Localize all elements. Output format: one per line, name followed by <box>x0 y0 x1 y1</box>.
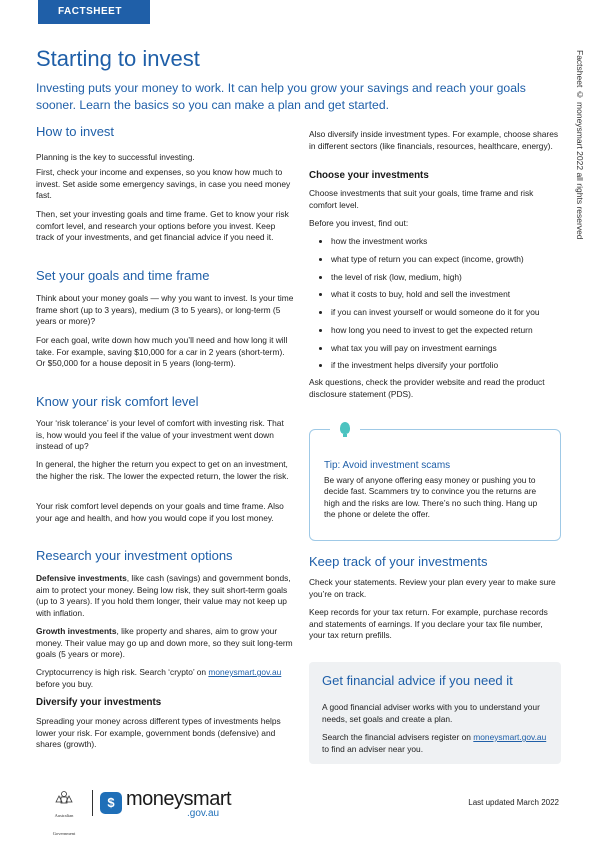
intro-paragraph: Investing puts your money to work. It can help you grow your savings and reach your goals sooner. Learn the basics so you can make a plan and get started. <box>36 81 526 112</box>
footer <box>36 788 559 836</box>
logo-name: moneysmart <box>126 788 232 810</box>
goals-p2: For each goal, write down how much you’ll need and how long it will take. For example, saving $10,000 for a car in 2 years (short-term). Or $50,000 for a house deposit in 5 years (long-term). <box>36 335 288 369</box>
growth-text: , like property and shares, aim to grow your money. Their value may go up and down more, so they suit long-term goals (5 years or more). <box>36 626 293 660</box>
coat-of-arms-icon <box>54 790 74 804</box>
risk-p2: In general, the higher the return you expect to get on an investment, the higher the risk. The lower the expected return, the lower the risk. <box>36 459 289 481</box>
factsheet-tab: FACTSHEET <box>38 0 150 24</box>
defensive-text: , like cash (savings) and government bonds, aim to protect your money. Being low risk, they suit short-term goals (up to 3 years). If you hold them longer, their value may not keep up with inflation. <box>36 573 291 618</box>
footer-divider <box>92 790 93 816</box>
goals-heading: Set your goals and time frame <box>36 268 210 283</box>
crypto-text: Cryptocurrency is high risk. Search ‘crypto’ on <box>36 667 209 677</box>
page-title: Starting to invest <box>36 46 200 71</box>
advice-box <box>309 662 561 764</box>
growth-term: Growth investments <box>36 626 117 636</box>
how-to-invest-p3: Then, set your investing goals and time frame. Get to know your risk comfort level, and research your options before you invest. Keep track of your investments, and get financial advice if you need it. <box>36 209 289 243</box>
last-updated: Last updated March 2022 <box>468 798 559 807</box>
goals-p1: Think about your money goals — why you want to invest. Is your time frame short (up to 3 years), medium (3 to 5 years), or long-term (5 years or more)? <box>36 293 294 327</box>
advisers-register-link[interactable]: moneysmart.gov.au <box>473 732 547 742</box>
growth-paragraph <box>36 626 294 661</box>
tip-body <box>324 475 550 521</box>
track-p2: Keep records for your tax return. For example, purchase records and statements of earnings. If you declare your tax file number, your tax return prefills. <box>309 607 548 641</box>
list-item: • how long you need to invest to get the expected return <box>331 325 561 337</box>
list-item: • if the investment helps diversify your portfolio <box>331 360 561 372</box>
how-to-invest-heading: How to invest <box>36 124 115 139</box>
list-item: • if you can invest yourself or would someone do it for you <box>331 307 561 319</box>
list-item: • how the investment works <box>331 236 561 248</box>
research-heading: Research your investment options <box>36 548 233 563</box>
advice-heading: Get financial advice if you need it <box>322 673 513 688</box>
lightbulb-icon <box>330 420 360 442</box>
risk-p1: Your ‘risk tolerance’ is your level of comfort with investing risk. That is, how would you feel if the value of your investment went down instead of up? <box>36 418 284 452</box>
crest-text: Australian Government <box>52 813 76 836</box>
tip-title: Tip: Avoid investment scams <box>324 460 451 471</box>
choose-p1: Choose investments that suit your goals, time frame and risk comfort level. <box>309 188 534 210</box>
how-to-invest-section <box>36 124 294 139</box>
crypto-moneysmart-link[interactable]: moneysmart.gov.au <box>208 667 282 677</box>
crypto-end: before you buy. <box>36 678 94 689</box>
choose-heading: Choose your investments <box>309 170 429 181</box>
advice-p2-start: Search the financial advisers register on <box>322 732 474 742</box>
crypto-paragraph <box>36 667 294 690</box>
scam-tip-box <box>309 429 561 541</box>
list-item: • what type of return you can expect (income, growth) <box>331 254 561 266</box>
track-heading: Keep track of your investments <box>309 554 488 569</box>
logo-domain: .gov.au <box>187 808 220 819</box>
advice-p2-end: to find an adviser near you. <box>322 743 424 754</box>
dollar-icon: $ <box>100 792 122 814</box>
diversify-heading: Diversify your investments <box>36 697 162 708</box>
how-to-invest-p2: First, check your income and expenses, so you know how much to invest. Set aside some emergency savings, in case you need money fast. <box>36 167 291 201</box>
advice-p2 <box>322 732 550 755</box>
track-p1: Check your statements. Review your plan every year to make sure you’re on track. <box>309 577 556 599</box>
defensive-term: Defensive investments <box>36 573 127 583</box>
list-item: • what it costs to buy, hold and sell the investment <box>331 289 561 301</box>
choose-checklist <box>309 236 561 378</box>
government-crest <box>44 790 84 840</box>
tip-text: Be wary of anyone offering easy money or pushing you to decide fast. Scammers try to convince you the returns are high and the risks are low. There’s no such thing. Hang up the phone or delete the offer. <box>324 475 538 520</box>
how-to-invest-p1: Planning is the key to successful investing. <box>36 152 195 162</box>
advice-p1: A good financial adviser works with you to understand your needs, set goals and create a plan. <box>322 702 540 724</box>
list-item: • the level of risk (low, medium, high) <box>331 272 561 284</box>
diversify-p2: Also diversify inside investment types. For example, choose shares in different sectors (like financials, resources, healthcare, energy). <box>309 129 559 151</box>
choose-p3: Ask questions, check the provider website and read the product disclosure statement (PDS). <box>309 377 545 399</box>
list-item: • what tax you will pay on investment earnings <box>331 343 561 355</box>
copyright-side-note: Factsheet © moneysmart 2022 all rights reserved <box>575 50 585 240</box>
diversify-p1: Spreading your money across different types of investments helps lower your risk. For example, government bonds (defensive) and shares (growth). <box>36 716 281 750</box>
risk-heading: Know your risk comfort level <box>36 394 199 409</box>
choose-p2: Before you invest, find out: <box>309 218 409 228</box>
risk-p3: Your risk comfort level depends on your goals and time frame. Also your age and health, and how you would cope if you lost money. <box>36 501 284 523</box>
defensive-paragraph <box>36 573 294 619</box>
